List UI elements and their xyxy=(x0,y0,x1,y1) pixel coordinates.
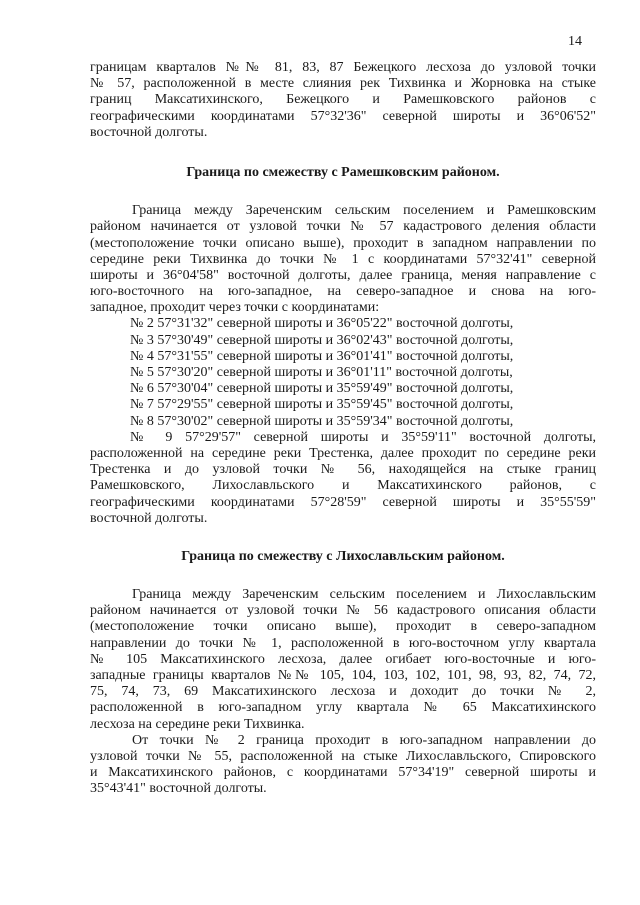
text-line: № 57, расположенной в месте слияния рек Тихвинка и Жорновка на стыке xyxy=(90,76,596,92)
text-line: районом начинается от узловой точки № 57 кадастрового деления области xyxy=(90,219,596,235)
coordinate-list xyxy=(90,316,596,446)
rameshki-paragraph xyxy=(90,203,596,316)
section-heading-rameshki: Граница по смежеству с Рамешковским районом. xyxy=(186,164,500,180)
text-line: № 105 Максатихинского лесхоза, далее огибает юго-восточные и юго- xyxy=(90,651,596,667)
coordinate-point: № 6 57°30'04" северной широты и 35°59'49" восточной долготы, xyxy=(130,381,514,397)
coordinate-point: № 4 57°31'55" северной широты и 36°01'41" восточной долготы, xyxy=(130,348,514,364)
text-line: восточной долготы. xyxy=(90,124,208,140)
text-line: середине реки Тихвинка до точки № 1 с координатами 57°32'41" северной xyxy=(90,251,596,267)
text-line: расположенной на середине реки Трестенка, далее проходит по середине реки xyxy=(90,445,596,461)
text-line: Граница между Зареченским сельским поселением и Лихославльским xyxy=(132,587,596,603)
text-line: (местоположение точки описано выше), проходит в северо-западном xyxy=(90,619,596,635)
text-line: широты и 36°04'58" восточной долготы, далее граница, меняя направление с xyxy=(90,267,596,283)
text-line: районом начинается от узловой точки № 56 кадастрового описания области xyxy=(90,603,596,619)
text-line: расположенной в юго-западном углу квартала № 65 Максатихинского xyxy=(90,700,596,716)
text-line: 75, 74, 73, 69 Максатихинского лесхоза и доходит до точки № 2, xyxy=(90,684,596,700)
text-line: юго-восточного на юго-западное, на северо-западное и снова на юго- xyxy=(90,284,596,300)
text-line: западные границы кварталов №№ 105, 104, 103, 102, 101, 98, 93, 82, 74, 72, xyxy=(90,668,596,683)
text-line: и Максатихинского районов, с координатами 57°34'19" северной широты и xyxy=(90,765,596,781)
text-line: узловой точки № 55, расположенной на стыке Лихославльского, Спировского xyxy=(90,748,596,764)
text-line: (местоположение точки описано выше), проходит в западном направлении по xyxy=(90,235,596,251)
text-line: Рамешковского, Лихославльского и Максатихинского районов, с xyxy=(90,478,596,494)
text-line: границ Максатихинского, Бежецкого и Рамешковского районов с xyxy=(90,92,596,108)
coordinate-point: № 9 57°29'57" северной широты и 35°59'11" восточной долготы, xyxy=(130,429,596,445)
text-line: Трестенка и до узловой точки № 56, находящейся на стыке границ xyxy=(90,462,596,478)
coordinate-point: № 8 57°30'02" северной широты и 35°59'34" восточной долготы, xyxy=(130,413,514,429)
intro-paragraph xyxy=(90,60,596,141)
text-line: границам кварталов №№ 81, 83, 87 Бежецкого лесхоза до узловой точки xyxy=(90,60,596,75)
text-line: Граница между Зареченским сельским поселением и Рамешковским xyxy=(132,203,596,219)
text-line: восточной долготы. xyxy=(90,510,208,526)
likhoslavl-paragraph-1 xyxy=(90,587,596,733)
coordinate-point: № 3 57°30'49" северной широты и 36°02'43" восточной долготы, xyxy=(130,332,514,348)
coordinate-point: № 2 57°31'32" северной широты и 36°05'22" восточной долготы, xyxy=(130,316,514,332)
document-body xyxy=(90,60,596,798)
coordinate-point: № 7 57°29'55" северной широты и 35°59'45" восточной долготы, xyxy=(130,397,514,413)
page-number: 14 xyxy=(568,34,582,49)
text-line: географическими координатами 57°32'36" северной широты и 36°06'52" xyxy=(90,108,596,124)
section-heading-likhoslavl: Граница по смежеству с Лихославльским районом. xyxy=(181,548,505,564)
rameshki-tail-paragraph xyxy=(90,446,596,527)
text-line: лесхоза на середине реки Тихвинка. xyxy=(90,716,305,732)
text-line: 35°43'41" восточной долготы. xyxy=(90,781,267,797)
text-line: географическими координатами 57°28'59" северной широты и 35°55'59" xyxy=(90,494,596,510)
text-line: направлении до точки № 1, расположенной в юго-восточном углу квартала xyxy=(90,635,596,651)
text-line: От точки № 2 граница проходит в юго-западном направлении до xyxy=(132,732,596,748)
text-line: западное, проходит через точки с координатами: xyxy=(90,300,380,316)
likhoslavl-paragraph-2 xyxy=(90,733,596,798)
coordinate-point: № 5 57°30'20" северной широты и 36°01'11" восточной долготы, xyxy=(130,365,513,380)
